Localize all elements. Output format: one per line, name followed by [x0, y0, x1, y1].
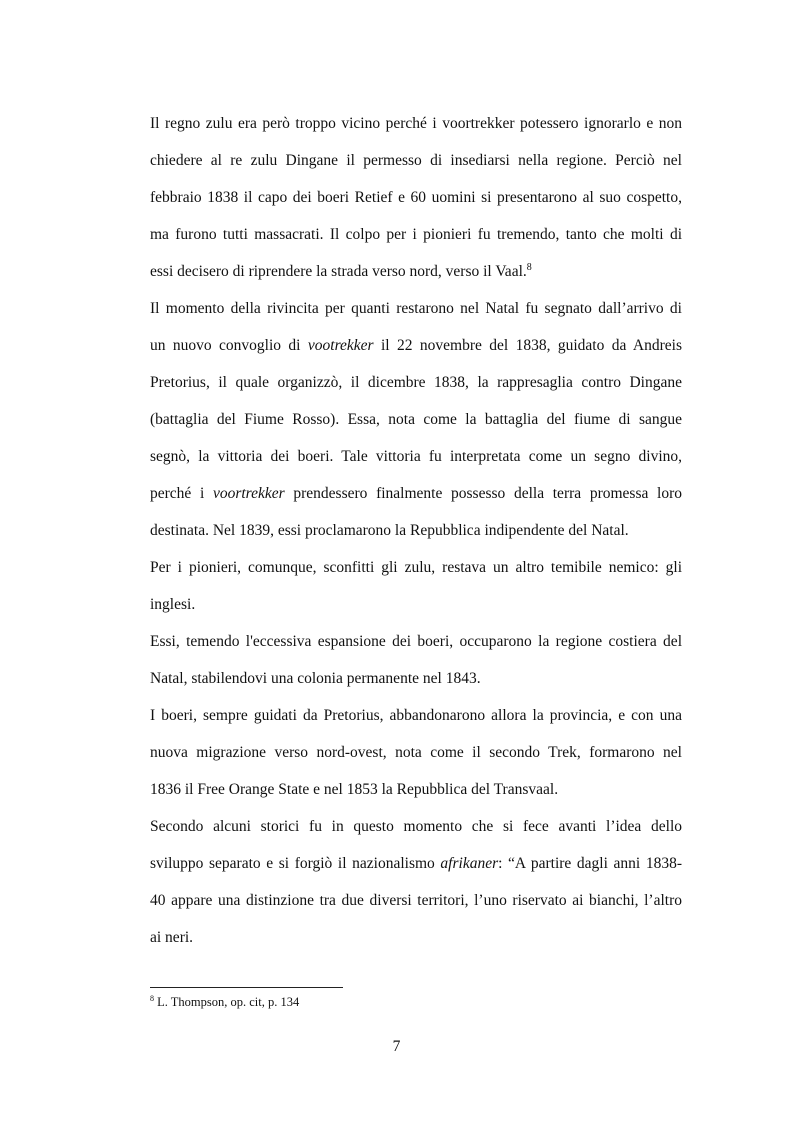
text-segment: un nuovo convoglio di: [150, 337, 308, 354]
text-line: [150, 554, 682, 591]
text-segment: Per i pionieri, comunque, sconfitti gli zulu, restava un altro temibile nemico: gli: [150, 559, 682, 576]
text-segment: Secondo alcuni storici fu in questo momento che si fece avanti l’idea dello: [150, 818, 682, 835]
text-segment: perché i: [150, 485, 213, 502]
text-segment: Natal, stabilendovi una colonia permanente nel 1843.: [150, 670, 481, 687]
text-segment: essi decisero di riprendere la strada verso nord, verso il Vaal.: [150, 263, 527, 280]
text-segment: Pretorius, il quale organizzò, il dicembre 1838, la rappresaglia contro Dingane: [150, 374, 682, 391]
text-segment: chiedere al re zulu Dingane il permesso di insediarsi nella regione. Perciò nel: [150, 152, 682, 169]
text-line: [150, 406, 682, 443]
text-segment: destinata. Nel 1839, essi proclamarono la Repubblica indipendente del Natal.: [150, 522, 629, 539]
text-line: [150, 924, 682, 961]
italic-term: voortrekker: [212, 485, 285, 502]
text-line: [150, 295, 682, 332]
body-text: [150, 110, 682, 961]
text-line: [150, 517, 682, 554]
text-line: [150, 591, 682, 628]
text-segment: il 22 novembre del 1838, guidato da Andreis: [373, 337, 682, 354]
text-segment: nuova migrazione verso nord-ovest, nota come il secondo Trek, formarono nel: [150, 744, 682, 761]
text-line: [150, 665, 682, 702]
text-segment: inglesi.: [150, 596, 196, 613]
text-line: [150, 221, 682, 258]
text-segment: : “A partire dagli anni 1838-: [498, 855, 682, 872]
text-segment: Il regno zulu era però troppo vicino perché i voortrekker potessero ignorarlo e non: [150, 115, 682, 132]
page-number: 7: [392, 1038, 401, 1055]
text-segment: Essi, temendo l'eccessiva espansione dei boeri, occuparono la regione costiera del: [150, 633, 682, 650]
text-segment: prendessero finalmente possesso della terra promessa loro: [284, 485, 682, 502]
text-line: [150, 480, 682, 517]
text-segment: febbraio 1838 il capo dei boeri Retief e 60 uomini si presentarono al suo cospetto,: [150, 189, 682, 206]
text-line: [150, 443, 682, 480]
footnote: [150, 994, 299, 1010]
footnote-separator: [150, 987, 343, 988]
text-line: [150, 258, 682, 295]
text-line: [150, 110, 682, 147]
text-line: [150, 850, 682, 887]
text-line: [150, 147, 682, 184]
text-segment: ma furono tutti massacrati. Il colpo per i pionieri fu tremendo, tanto che molti di: [150, 226, 682, 243]
text-line: [150, 628, 682, 665]
text-line: [150, 369, 682, 406]
italic-term: vootrekker: [307, 337, 374, 354]
text-line: [150, 702, 682, 739]
text-line: [150, 184, 682, 221]
text-segment: 1836 il Free Orange State e nel 1853 la Repubblica del Transvaal.: [150, 781, 559, 798]
text-segment: (battaglia del Fiume Rosso). Essa, nota come la battaglia del fiume di sangue: [150, 411, 682, 428]
text-line: [150, 887, 682, 924]
text-segment: 40 appare una distinzione tra due diversi territori, l’uno riservato ai bianchi, l’altro: [150, 892, 682, 909]
footnote-text: L. Thompson, op. cit, p. 134: [154, 995, 300, 1009]
text-segment: I boeri, sempre guidati da Pretorius, abbandonarono allora la provincia, e con una: [150, 707, 682, 724]
text-segment: sviluppo separato e si forgiò il nazionalismo: [150, 855, 441, 872]
footnote-mark: 8: [150, 993, 154, 1003]
text-line: [150, 332, 682, 369]
italic-term: afrikaner: [440, 855, 499, 872]
text-segment: ai neri.: [150, 929, 194, 946]
text-segment: Il momento della rivincita per quanti restarono nel Natal fu segnato dall’arrivo di: [150, 300, 682, 317]
text-segment: segnò, la vittoria dei boeri. Tale vittoria fu interpretata come un segno divino,: [150, 448, 682, 465]
text-line: [150, 813, 682, 850]
text-line: [150, 739, 682, 776]
footnote-reference: 8: [526, 261, 532, 273]
text-line: [150, 776, 682, 813]
